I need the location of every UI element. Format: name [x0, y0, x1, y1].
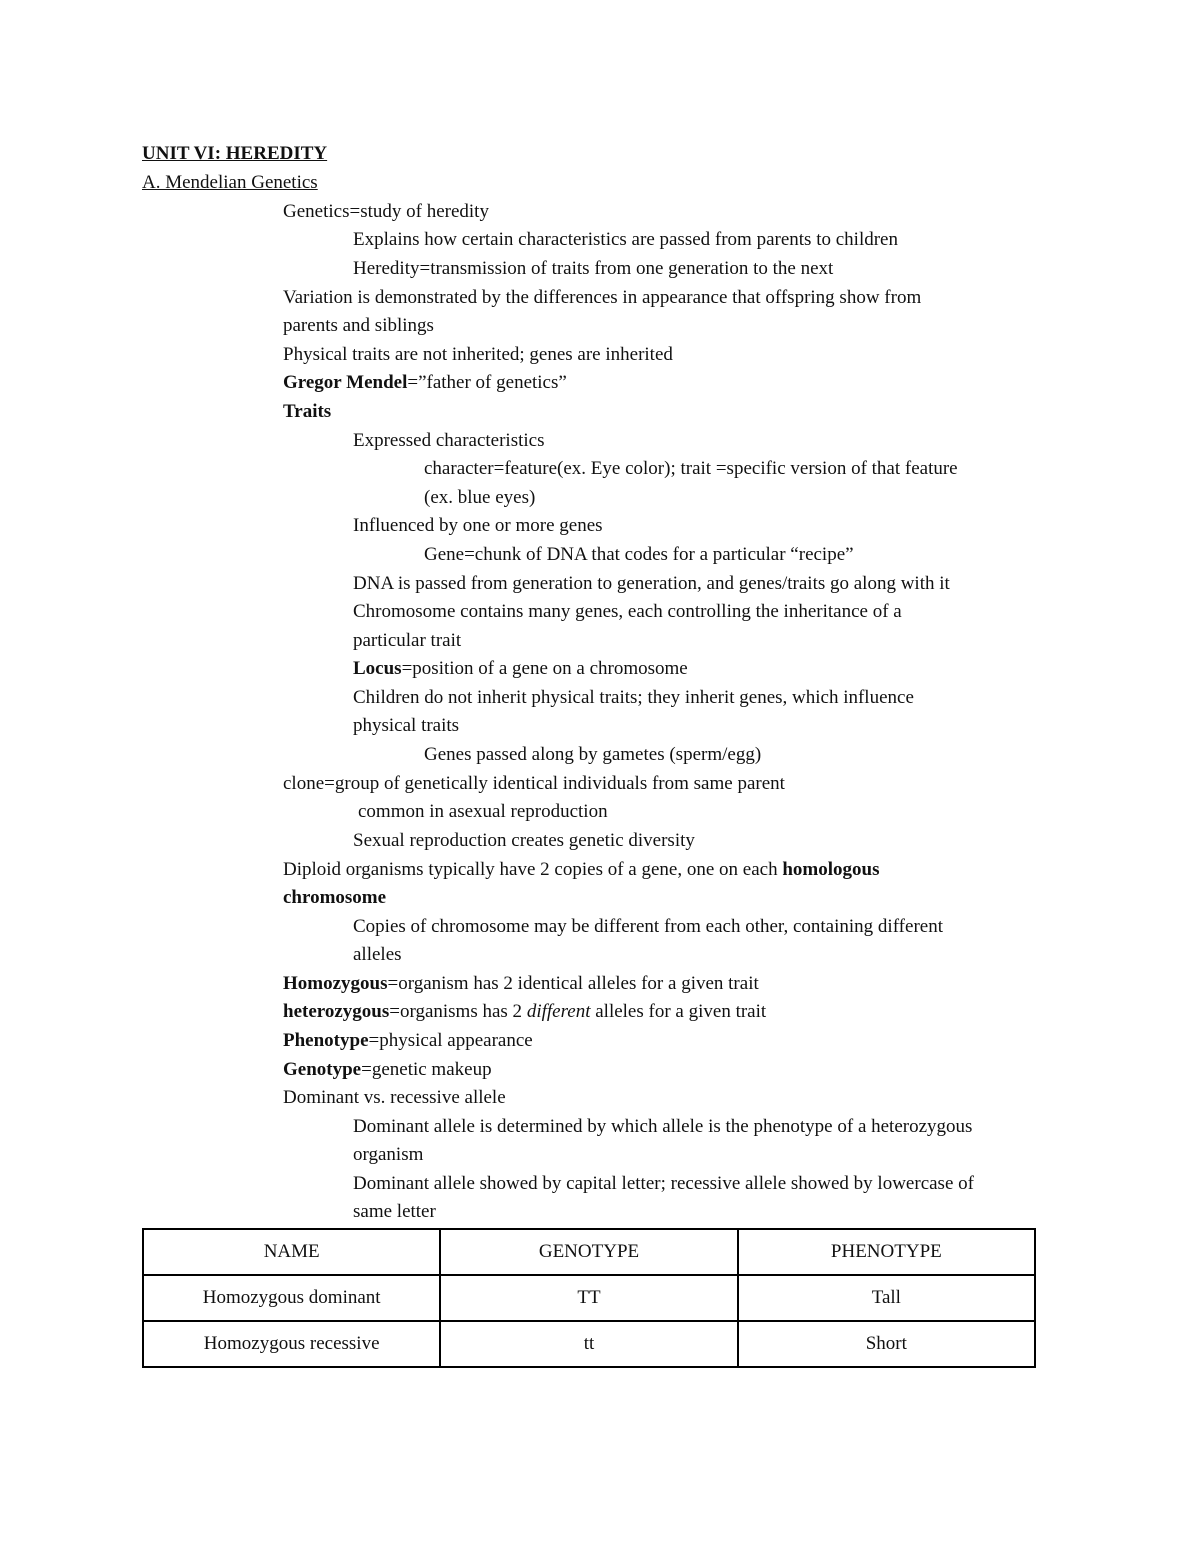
note-line — [283, 998, 766, 1026]
table-cell: Tall — [738, 1275, 1035, 1321]
note-line: Variation is demonstrated by the differences in appearance that offspring show from — [283, 287, 922, 308]
definition-text: alleles for a given trait — [590, 1001, 767, 1022]
note-line: Genes passed along by gametes (sperm/egg) — [424, 744, 762, 765]
term-bold: heterozygous — [283, 1001, 390, 1022]
traits-heading — [283, 398, 331, 426]
definition-text: Diploid organisms typically have 2 copies of a gene, one on each — [283, 859, 783, 880]
note-line: Sexual reproduction creates genetic diversity — [353, 830, 695, 851]
term-bold: Phenotype — [283, 1030, 369, 1051]
genotype-table — [142, 1228, 1036, 1368]
table-cell: TT — [440, 1275, 737, 1321]
table-cell: Homozygous dominant — [143, 1275, 440, 1321]
definition-text: =physical appearance — [368, 1030, 533, 1051]
term-bold: homologous — [782, 859, 880, 880]
definition-text: =genetic makeup — [361, 1059, 492, 1080]
note-line: Expressed characteristics — [353, 430, 545, 451]
term-bold: Gregor Mendel — [283, 372, 408, 393]
note-line — [353, 655, 688, 683]
note-line: character=feature(ex. Eye color); trait =specific version of that feature — [424, 458, 958, 479]
note-line: physical traits — [353, 715, 460, 736]
definition-text: =organism has 2 identical alleles for a given trait — [387, 973, 759, 994]
table-cell: tt — [440, 1321, 737, 1367]
note-line: DNA is passed from generation to generation, and genes/traits go along with it — [353, 573, 950, 594]
note-line: parents and siblings — [283, 315, 434, 336]
column-header-genotype: GENOTYPE — [440, 1229, 737, 1275]
column-header-name: NAME — [143, 1229, 440, 1275]
definition-text: =organisms has 2 — [389, 1001, 527, 1022]
note-line: (ex. blue eyes) — [424, 487, 536, 508]
note-line: Dominant allele is determined by which allele is the phenotype of a heterozygous — [353, 1116, 973, 1137]
note-line — [283, 1027, 533, 1055]
note-line — [283, 970, 759, 998]
term-bold: Locus — [353, 658, 402, 679]
definition-text: =”father of genetics” — [407, 372, 567, 393]
note-line: Physical traits are not inherited; genes are inherited — [283, 344, 673, 365]
note-line: Copies of chromosome may be different from each other, containing different — [353, 916, 943, 937]
table-cell: Homozygous recessive — [143, 1321, 440, 1367]
table-row — [143, 1321, 1035, 1367]
term-bold: Traits — [283, 401, 332, 422]
note-line: clone=group of genetically identical individuals from same parent — [283, 773, 785, 794]
note-line: Gene=chunk of DNA that codes for a particular “recipe” — [424, 544, 854, 565]
unit-title: UNIT VI: HEREDITY — [142, 143, 328, 164]
note-line: Genetics=study of heredity — [283, 201, 489, 222]
emphasis-text: different — [526, 1001, 591, 1022]
note-line: Dominant allele showed by capital letter; recessive allele showed by lowercase of — [353, 1173, 974, 1194]
section-heading: A. Mendelian Genetics — [142, 172, 318, 193]
table-header-row — [143, 1229, 1035, 1275]
definition-text: =position of a gene on a chromosome — [401, 658, 688, 679]
note-line: organism — [353, 1144, 424, 1165]
note-line: particular trait — [353, 630, 462, 651]
note-line — [283, 884, 386, 912]
note-line: Children do not inherit physical traits; they inherit genes, which influence — [353, 687, 914, 708]
note-line — [283, 1056, 492, 1084]
note-line — [283, 856, 879, 884]
term-bold: Homozygous — [283, 973, 388, 994]
note-line: same letter — [353, 1201, 436, 1222]
table-cell: Short — [738, 1321, 1035, 1367]
note-line: Influenced by one or more genes — [353, 515, 603, 536]
note-line: alleles — [353, 944, 402, 965]
table-row — [143, 1275, 1035, 1321]
note-line: Explains how certain characteristics are passed from parents to children — [353, 229, 898, 250]
note-line: Dominant vs. recessive allele — [283, 1087, 506, 1108]
column-header-phenotype: PHENOTYPE — [738, 1229, 1035, 1275]
note-line — [283, 369, 567, 397]
term-bold: Genotype — [283, 1059, 362, 1080]
note-line: Chromosome contains many genes, each controlling the inheritance of a — [353, 601, 902, 622]
note-line: common in asexual reproduction — [358, 801, 608, 822]
note-line: Heredity=transmission of traits from one generation to the next — [353, 258, 834, 279]
term-bold: chromosome — [283, 887, 387, 908]
